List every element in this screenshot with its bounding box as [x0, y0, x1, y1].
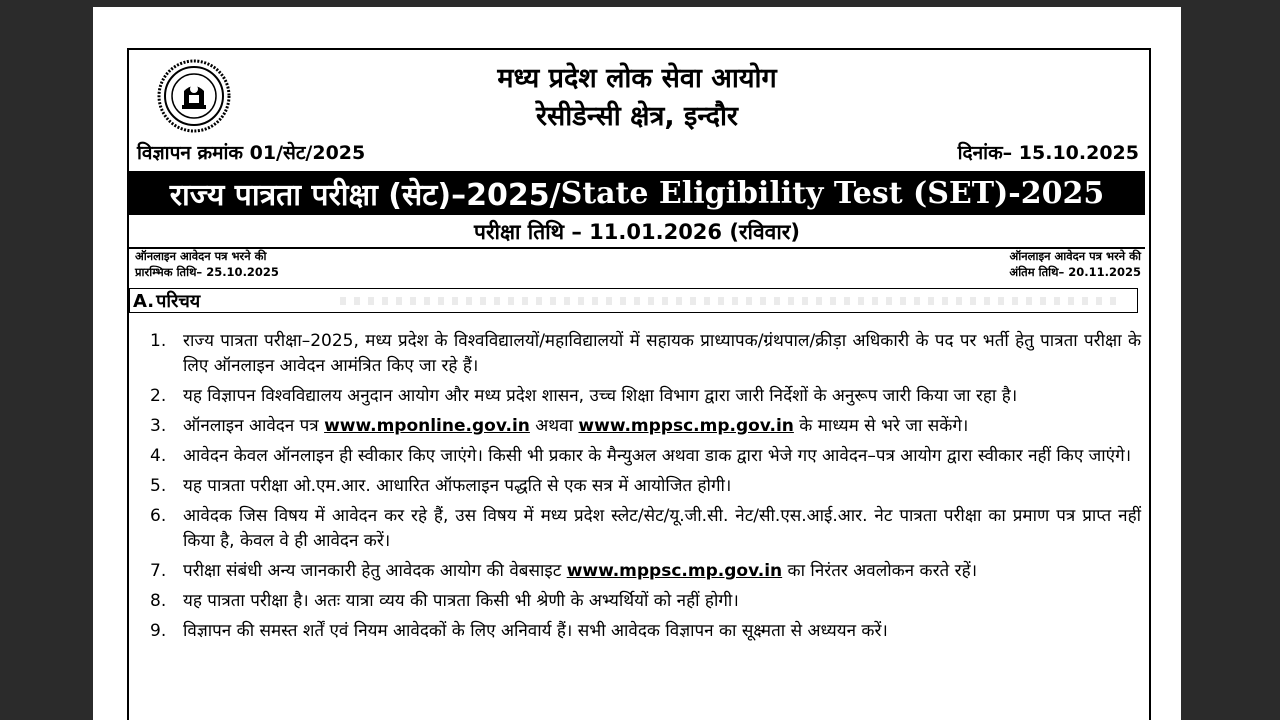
advertisement-date: दिनांक– 15.10.2025	[957, 142, 1139, 164]
mponline-link[interactable]: www.mponline.gov.in	[324, 416, 530, 436]
list-item: 8. यह पात्रता परीक्षा है। अतः यात्रा व्यय की पात्रता किसी भी श्रेणी के अभ्यर्थियों को नहीं होगी।	[150, 591, 739, 611]
mppsc-website-link[interactable]: www.mppsc.mp.gov.in	[566, 561, 783, 581]
section-title: परिचय	[156, 291, 201, 312]
advertisement-number: विज्ञापन क्रमांक 01/सेट/2025	[137, 142, 366, 164]
org-name: मध्य प्रदेश लोक सेवा आयोग	[497, 63, 777, 94]
banner-hindi: राज्य पात्रता परीक्षा (सेट)–2025/	[169, 177, 561, 213]
list-item: 6. आवेदक जिस विषय में आवेदन कर रहे हैं, उस विषय में मध्य प्रदेश स्लेट/सेट/यू.जी.सी. नेट/सी.एस.आई.आर. नेट पात्रता परीक्षा का प्रमाण पत्र प्राप्त नहीं किया है, केवल वे ही आवेदन करें।	[150, 506, 1141, 551]
list-item: 2. यह विज्ञापन विश्वविद्यालय अनुदान आयोग और मध्य प्रदेश शासन, उच्च शिक्षा विभाग द्वारा जारी निर्देशों के अनुरूप जारी किया जा रहा है।	[150, 386, 1018, 406]
online-end-value: अंतिम तिथि– 20.11.2025	[1009, 265, 1141, 279]
section-prefix: A.	[133, 291, 155, 312]
online-end-label: ऑनलाइन आवेदन पत्र भरने की	[1009, 249, 1141, 263]
org-address: रेसीडेन्सी क्षेत्र, इन्दौर	[536, 101, 738, 132]
list-item: 9. विज्ञापन की समस्त शर्तें एवं नियम आवेदकों के लिए अनिवार्य हैं। सभी आवेदक विज्ञापन का सूक्ष्मता से अध्ययन करें।	[150, 621, 888, 641]
online-end-date	[1009, 248, 1141, 280]
faint-watermark	[340, 297, 1120, 305]
list-item: 5. यह पात्रता परीक्षा ओ.एम.आर. आधारित ऑफलाइन पद्धति से एक सत्र में आयोजित होगी।	[150, 476, 732, 496]
list-item: 3. ऑनलाइन आवेदन पत्र www.mponline.gov.in अथवा www.mppsc.mp.gov.in के माध्यम से भरे जा सकेंगे।	[150, 416, 969, 436]
section-heading	[129, 288, 1138, 313]
exam-title-banner	[129, 171, 1145, 215]
list-item: 4. आवेदन केवल ऑनलाइन ही स्वीकार किए जाएंगे। किसी भी प्रकार के मैन्युअल अथवा डाक द्वारा भेजे गए आवेदन–पत्र आयोग द्वारा स्वीकार नहीं किए जाएंगे।	[150, 446, 1132, 466]
list-item: 7. परीक्षा संबंधी अन्य जानकारी हेतु आवेदक आयोग की वेबसाइट www.mppsc.mp.gov.in का निरंतर अवलोकन करते रहें।	[150, 561, 978, 581]
instruction-list	[145, 329, 1141, 649]
online-start-date	[135, 248, 279, 280]
mppsc-link[interactable]: www.mppsc.mp.gov.in	[578, 416, 794, 436]
list-item: 1. राज्य पात्रता परीक्षा–2025, मध्य प्रदेश के विश्वविद्यालयों/महाविद्यालयों में सहायक प्राध्यापक/ग्रंथपाल/क्रीड़ा अधिकारी के पद पर भर्ती हेतु पात्रता परीक्षा के लिए ऑनलाइन आवेदन आमंत्रित किए जा रहे हैं।	[150, 331, 1141, 376]
exam-date: परीक्षा तिथि – 11.01.2026 (रविवार)	[129, 217, 1145, 249]
document-page	[93, 7, 1181, 720]
online-start-label: ऑनलाइन आवेदन पत्र भरने की	[135, 249, 267, 263]
online-start-value: प्रारम्भिक तिथि– 25.10.2025	[135, 265, 279, 279]
banner-english: State Eligibility Test (SET)-2025	[560, 175, 1105, 211]
